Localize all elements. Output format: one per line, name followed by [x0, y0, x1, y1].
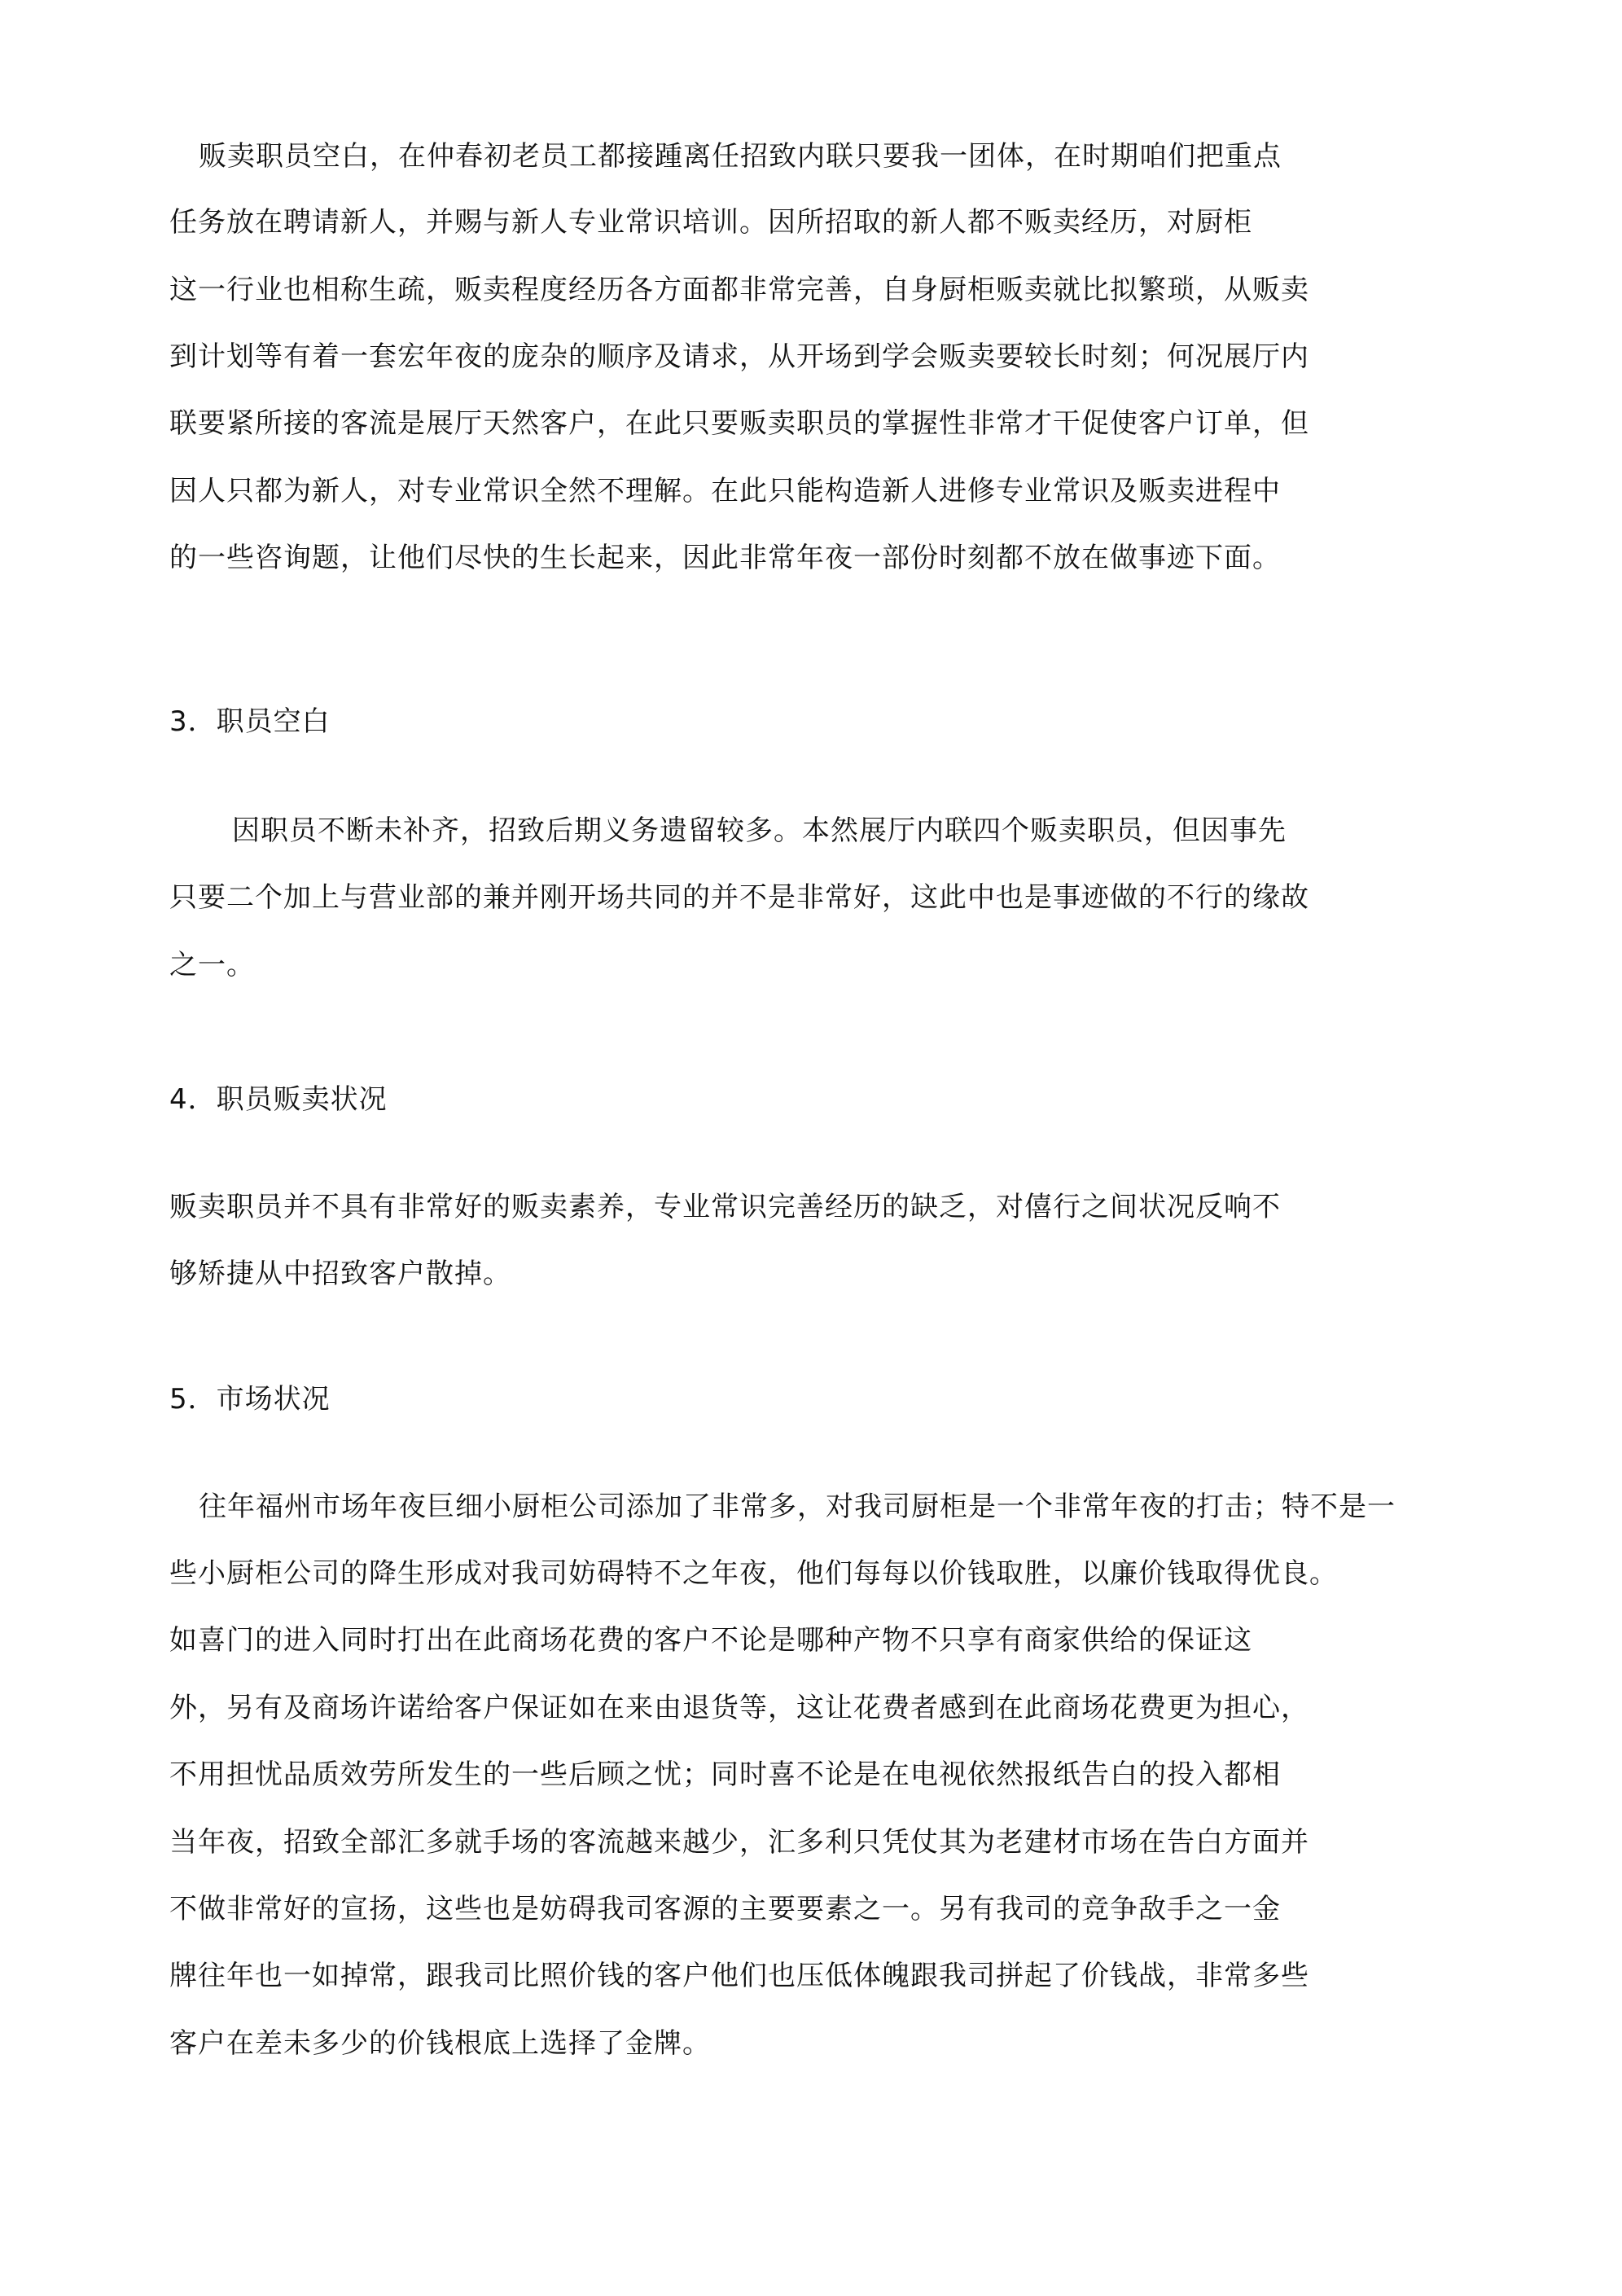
- section-4-line-1: 贩卖职员并不具有非常好的贩卖素养，专业常识完善经历的缺乏，对僖行之间状况反响不: [169, 1191, 1281, 1223]
- section-5-line-8: 牌往年也一如掉常，跟我司比照价钱的客户他们也压低体魄跟我司拼起了价钱战，非常多些: [169, 1960, 1309, 1992]
- section-4-line-2: 够矫捷从中招致客户散掉。: [169, 1258, 511, 1290]
- section-3-line-1: 因职员不断未补齐，招致后期义务遗留较多。本然展厅内联四个贩卖职员，但因事先: [232, 814, 1287, 847]
- section-5-line-4: 外，另有及商场许诺给客户保证如在来由退货等，这让花费者感到在此商场花费更为担心，: [169, 1692, 1309, 1724]
- paragraph-1-line-5: 联要紧所接的客流是展厅天然客户，在此只要贩卖职员的掌握性非常才干促使客户订单，但: [169, 407, 1309, 440]
- section-3-line-2: 只要二个加上与营业部的兼并刚开场共同的并不是非常好，这此中也是事迹做的不行的缘故: [169, 881, 1309, 914]
- section-5-line-1: 往年福州市场年夜巨细小厨柜公司添加了非常多，对我司厨柜是一个非常年夜的打击；特不是一: [199, 1490, 1396, 1523]
- section-3-line-3: 之一。: [169, 949, 255, 981]
- section-5-line-5: 不用担忧品质效劳所发生的一些后顾之忧；同时喜不论是在电视依然报纸告白的投入都相: [169, 1758, 1281, 1791]
- section-5-line-7: 不做非常好的宣扬，这些也是妨碍我司客源的主要要素之一。另有我司的竞争敌手之一金: [169, 1893, 1281, 1925]
- section-5-line-3: 如喜门的进入同时打出在此商场花费的客户不论是哪种产物不只享有商家供给的保证这: [169, 1624, 1252, 1657]
- paragraph-1-line-3: 这一行业也相称生疏，贩卖程度经历各方面都非常完善，自身厨柜贩卖就比拟繁琐，从贩卖: [169, 274, 1309, 306]
- section-5-line-6: 当年夜，招致全部汇多就手场的客流越来越少，汇多利只凭仗其为老建材市场在告白方面并: [169, 1826, 1309, 1859]
- section-5-line-9: 客户在差未多少的价钱根底上选择了金牌。: [169, 2027, 711, 2060]
- section-5-heading: 5．市场状况: [169, 1383, 331, 1416]
- paragraph-1-line-2: 任务放在聘请新人，并赐与新人专业常识培训。因所招取的新人都不贩卖经历，对厨柜: [169, 206, 1252, 239]
- paragraph-1-line-1: 贩卖职员空白，在仲春初老员工都接踵离任招致内联只要我一团体，在时期咱们把重点: [199, 140, 1282, 173]
- section-3-heading: 3．职员空白: [169, 705, 331, 738]
- paragraph-1-line-4: 到计划等有着一套宏年夜的庞杂的顺序及请求，从开场到学会贩卖要较长时刻；何况展厅内: [169, 340, 1309, 373]
- section-5-line-2: 些小厨柜公司的降生形成对我司妨碍特不之年夜，他们每每以价钱取胜，以廉价钱取得优良。: [169, 1557, 1338, 1590]
- paragraph-1-line-6: 因人只都为新人，对专业常识全然不理解。在此只能构造新人进修专业常识及贩卖进程中: [169, 475, 1281, 507]
- paragraph-1-line-7: 的一些咨询题，让他们尽快的生长起来，因此非常年夜一部份时刻都不放在做事迹下面。: [169, 542, 1281, 574]
- section-4-heading: 4．职员贩卖状况: [169, 1083, 388, 1116]
